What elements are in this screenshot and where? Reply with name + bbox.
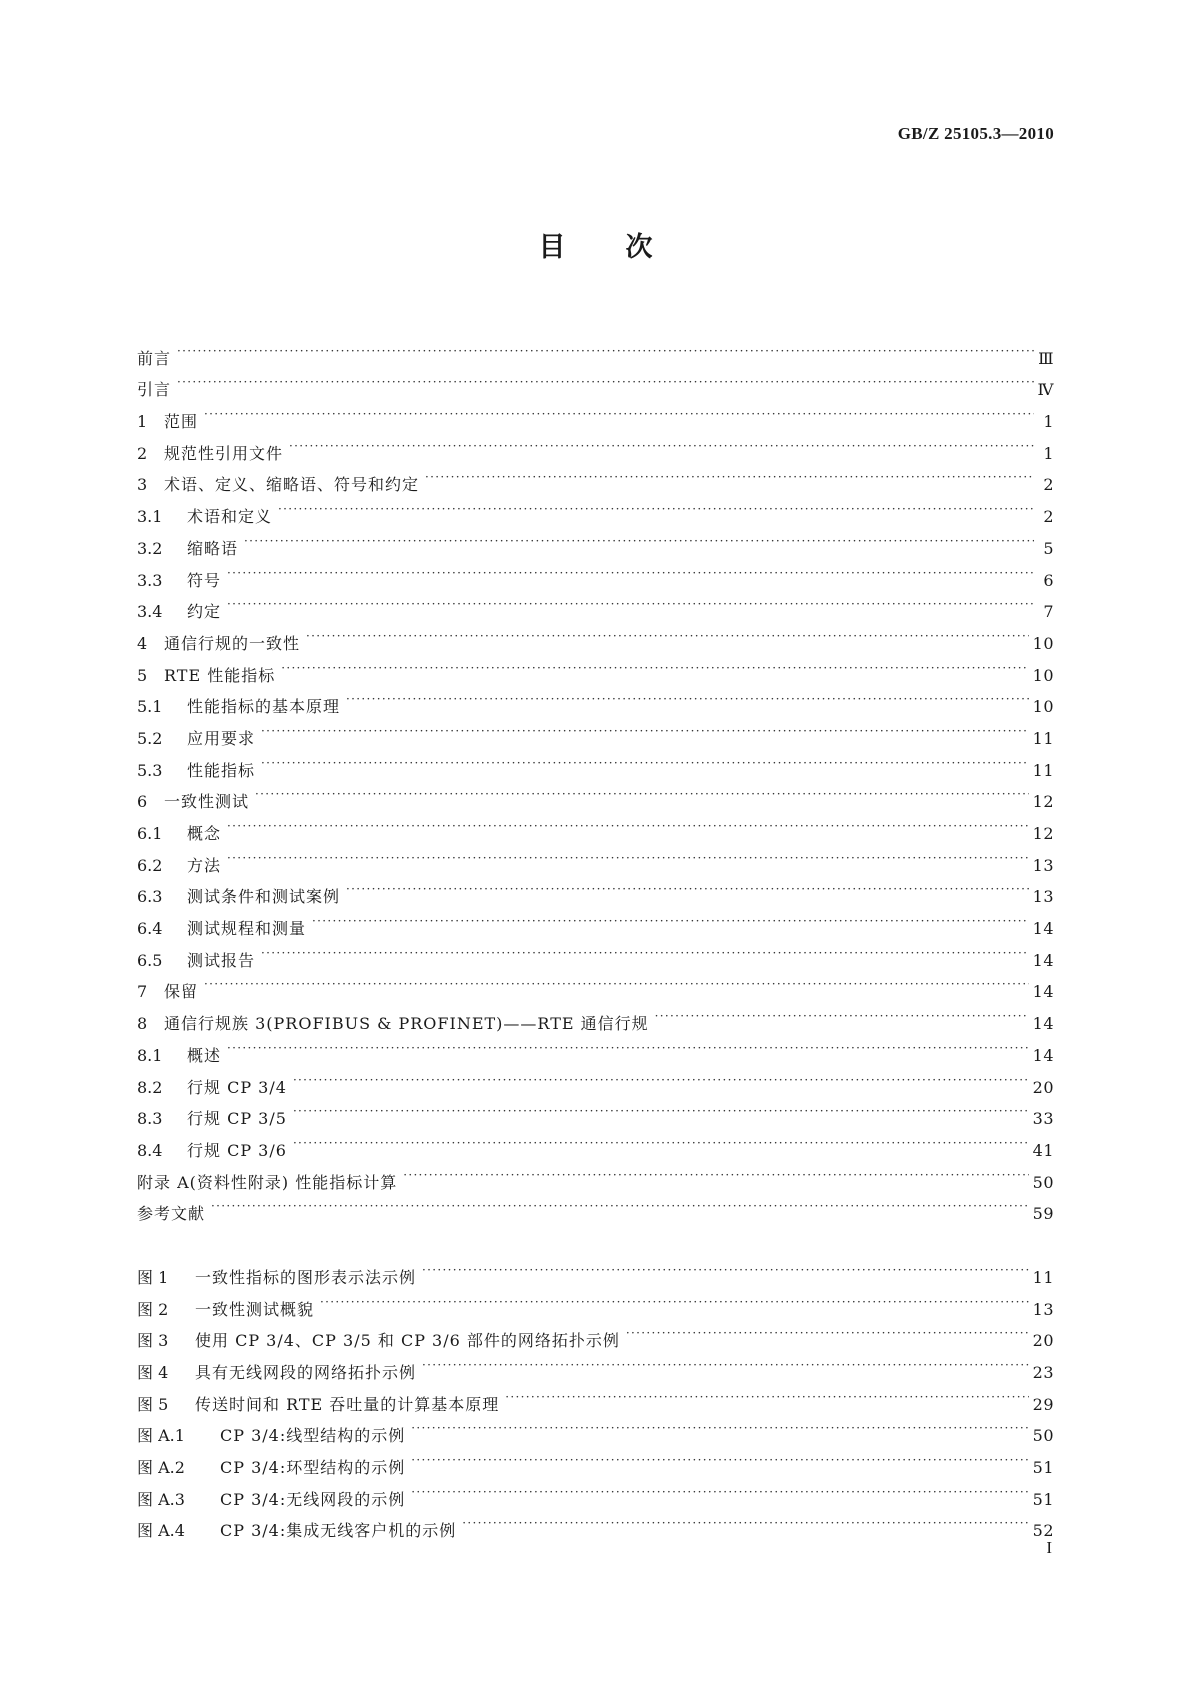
toc-entry-number: 6.2 bbox=[137, 855, 163, 875]
toc-entry-page: 2 bbox=[1043, 507, 1054, 527]
toc-leader-dots bbox=[177, 332, 1034, 364]
toc-entry-label: 应用要求 bbox=[187, 728, 256, 748]
toc-entry-page: Ⅳ bbox=[1037, 380, 1054, 400]
figure-entry-number: 图 5 bbox=[137, 1394, 169, 1414]
figure-entry-number: 图 2 bbox=[137, 1299, 169, 1319]
toc-leader-dots bbox=[306, 617, 1029, 649]
toc-entry[interactable] bbox=[137, 364, 1054, 400]
toc-entry-page: 14 bbox=[1032, 982, 1054, 1002]
toc-leader-dots bbox=[403, 1156, 1028, 1188]
figure-entry[interactable] bbox=[137, 1251, 1054, 1287]
toc-entry-page: 41 bbox=[1032, 1140, 1054, 1160]
figure-entry-page: 20 bbox=[1032, 1331, 1054, 1351]
toc-entry[interactable] bbox=[137, 712, 1054, 748]
figure-entry-page: 51 bbox=[1032, 1489, 1054, 1509]
toc-entry-page: 10 bbox=[1032, 633, 1054, 653]
toc-entry-number: 6.4 bbox=[137, 919, 163, 939]
figure-entry-label: 一致性指标的图形表示法示例 bbox=[195, 1267, 417, 1287]
toc-entry-number: 6.1 bbox=[137, 824, 163, 843]
toc-entry-page: 2 bbox=[1043, 475, 1054, 495]
figure-entry-number: 图 A.2 bbox=[137, 1458, 185, 1478]
toc-entry-label: 前言 bbox=[137, 348, 172, 368]
toc-leader-dots bbox=[261, 934, 1029, 966]
toc-entry[interactable] bbox=[137, 1029, 1054, 1065]
toc-entry-label: 约定 bbox=[187, 602, 222, 622]
toc-leader-dots bbox=[289, 427, 1034, 459]
toc-entry[interactable] bbox=[137, 1188, 1054, 1224]
toc-entry-page: 13 bbox=[1032, 887, 1054, 907]
toc-entry-number: 5.2 bbox=[137, 728, 163, 748]
toc-leader-dots bbox=[293, 1093, 1029, 1125]
toc-entry[interactable] bbox=[137, 522, 1054, 558]
figure-entry-label: 使用 CP 3/4、CP 3/5 和 CP 3/6 部件的网络拓扑示例 bbox=[195, 1331, 620, 1351]
toc-leader-dots bbox=[346, 681, 1029, 713]
toc-entry-page: Ⅲ bbox=[1038, 348, 1054, 368]
toc-leader-dots bbox=[346, 871, 1029, 903]
toc-entry-number: 6 bbox=[137, 792, 148, 812]
toc-entry-page: 10 bbox=[1032, 697, 1054, 717]
page-title-char-1: 目 bbox=[538, 232, 566, 263]
page-number: I bbox=[1046, 1538, 1052, 1557]
toc-entry-page: 20 bbox=[1032, 1077, 1054, 1097]
toc-entry-page: 11 bbox=[1032, 760, 1054, 780]
toc-entry-label: 一致性测试 bbox=[164, 792, 250, 812]
toc-entry-label: 概述 bbox=[187, 1045, 222, 1065]
toc-entry-number: 3.4 bbox=[137, 602, 163, 622]
toc-leader-dots bbox=[422, 1251, 1029, 1283]
toc-leader-dots bbox=[626, 1315, 1029, 1347]
toc-entry-number: 3 bbox=[137, 475, 148, 495]
toc-entry[interactable] bbox=[137, 966, 1054, 1002]
figure-entry-number: 图 4 bbox=[137, 1363, 169, 1382]
toc-entry[interactable] bbox=[137, 934, 1054, 970]
toc-leader-dots bbox=[293, 1061, 1029, 1093]
toc-entry-label: 性能指标 bbox=[187, 760, 256, 780]
toc-leader-dots bbox=[505, 1378, 1028, 1410]
toc-leader-dots bbox=[255, 776, 1029, 808]
toc-leader-dots bbox=[227, 1029, 1029, 1061]
toc-entry-number: 6.3 bbox=[137, 887, 163, 907]
toc-entry[interactable] bbox=[137, 427, 1054, 463]
toc-leader-dots bbox=[462, 1505, 1028, 1537]
toc-leader-dots bbox=[227, 554, 1034, 586]
figure-entry-number: 图 A.4 bbox=[137, 1521, 185, 1541]
toc-entry-page: 13 bbox=[1032, 855, 1054, 875]
toc-entry-label: 概念 bbox=[187, 824, 222, 843]
toc-entry-page: 14 bbox=[1032, 1045, 1054, 1065]
toc-entry-number: 5.1 bbox=[137, 697, 163, 717]
toc-entry[interactable] bbox=[137, 1061, 1054, 1097]
toc-spacer bbox=[137, 1219, 1054, 1251]
figure-entry-page: 29 bbox=[1032, 1394, 1054, 1414]
toc-entry-number: 8.2 bbox=[137, 1077, 163, 1097]
toc-leader-dots bbox=[227, 586, 1034, 618]
figure-entry-number: 图 1 bbox=[137, 1267, 169, 1287]
toc-entry-number: 3.3 bbox=[137, 570, 163, 590]
toc-leader-dots bbox=[425, 459, 1034, 491]
toc-entry-label: 术语、定义、缩略语、符号和约定 bbox=[164, 475, 420, 495]
toc-entry-number: 5.3 bbox=[137, 760, 163, 780]
toc-entry-page: 1 bbox=[1043, 443, 1054, 463]
toc-entry-label: 方法 bbox=[187, 855, 222, 875]
toc-entry-number: 4 bbox=[137, 633, 148, 653]
toc-entry-page: 5 bbox=[1043, 538, 1054, 558]
toc-entry-page: 33 bbox=[1032, 1109, 1054, 1129]
standard-number: GB/Z 25105.3—2010 bbox=[897, 124, 1054, 143]
toc-entry-page: 7 bbox=[1043, 602, 1054, 622]
toc-entry-label: 行规 CP 3/6 bbox=[187, 1140, 287, 1160]
toc-entry-label: 参考文献 bbox=[137, 1204, 206, 1224]
toc-leader-dots bbox=[281, 649, 1028, 681]
toc-entry-page: 59 bbox=[1032, 1204, 1054, 1224]
page-title-char-2: 次 bbox=[625, 232, 653, 263]
toc-leader-dots bbox=[411, 1441, 1028, 1473]
toc-entry-page: 1 bbox=[1043, 412, 1054, 432]
toc-entry[interactable] bbox=[137, 839, 1054, 875]
toc-entry-number: 8.4 bbox=[137, 1140, 163, 1160]
toc-entry[interactable] bbox=[137, 586, 1054, 622]
figure-entry-page: 23 bbox=[1032, 1363, 1054, 1382]
toc-entry-label: 行规 CP 3/5 bbox=[187, 1109, 287, 1129]
toc-entry-label: RTE 性能指标 bbox=[164, 665, 276, 685]
toc-entry[interactable] bbox=[137, 871, 1054, 907]
toc-entry-label: 性能指标的基本原理 bbox=[187, 697, 341, 717]
toc-leader-dots bbox=[293, 1124, 1029, 1156]
toc-entry[interactable] bbox=[137, 997, 1054, 1034]
figure-entry-label: CP 3/4:环型结构的示例 bbox=[220, 1458, 406, 1478]
toc-entry[interactable] bbox=[137, 617, 1054, 653]
toc-entry-label: 保留 bbox=[164, 982, 199, 1002]
toc-entry-number: 8.1 bbox=[137, 1045, 163, 1065]
toc-entry-page: 6 bbox=[1043, 570, 1054, 590]
toc-entry-number: 7 bbox=[137, 982, 148, 1002]
figure-entry-number: 图 3 bbox=[137, 1331, 169, 1351]
toc-entry-number: 3.1 bbox=[137, 507, 163, 527]
toc-leader-dots bbox=[422, 1346, 1029, 1378]
toc-entry-number: 5 bbox=[137, 665, 148, 685]
toc-leader-dots bbox=[261, 712, 1029, 744]
toc-leader-dots bbox=[411, 1473, 1028, 1505]
toc-entry-page: 12 bbox=[1032, 792, 1054, 812]
figure-entry-number: 图 A.1 bbox=[137, 1426, 185, 1446]
toc-leader-dots bbox=[227, 807, 1029, 839]
toc-entry-page: 12 bbox=[1032, 824, 1054, 843]
figure-entry-page: 13 bbox=[1032, 1299, 1054, 1319]
toc-entry[interactable] bbox=[137, 807, 1054, 843]
toc-entry-label: 测试条件和测试案例 bbox=[187, 887, 341, 907]
toc-leader-dots bbox=[320, 1283, 1029, 1315]
toc-entry-page: 14 bbox=[1032, 950, 1054, 970]
toc-entry-label: 引言 bbox=[137, 380, 172, 400]
figure-entry-page: 51 bbox=[1032, 1458, 1054, 1478]
toc-entry-number: 8.3 bbox=[137, 1109, 163, 1129]
toc-entry-page: 14 bbox=[1032, 919, 1054, 939]
toc-entry-label: 行规 CP 3/4 bbox=[187, 1077, 287, 1097]
page-title bbox=[0, 228, 1191, 268]
toc-entry-label: 测试规程和测量 bbox=[187, 919, 307, 939]
toc-entry-label: 附录 A(资料性附录) 性能指标计算 bbox=[137, 1172, 398, 1192]
toc-leader-dots bbox=[227, 839, 1029, 871]
figure-entry-label: CP 3/4:无线网段的示例 bbox=[220, 1489, 406, 1509]
toc-entry[interactable] bbox=[137, 776, 1054, 812]
toc-entry-label: 术语和定义 bbox=[187, 507, 273, 527]
figure-entry-number: 图 A.3 bbox=[137, 1489, 185, 1509]
toc-leader-dots bbox=[411, 1410, 1028, 1442]
toc-entry-label: 通信行规的一致性 bbox=[164, 633, 301, 653]
figure-entry-label: CP 3/4:集成无线客户机的示例 bbox=[220, 1521, 457, 1541]
table-of-contents bbox=[137, 332, 1054, 1541]
figure-entry-label: 传送时间和 RTE 吞吐量的计算基本原理 bbox=[195, 1394, 500, 1414]
figure-entry-page: 50 bbox=[1032, 1426, 1054, 1446]
toc-entry[interactable] bbox=[137, 554, 1054, 590]
figure-entry-page: 11 bbox=[1032, 1267, 1054, 1287]
toc-entry-number: 2 bbox=[137, 443, 148, 463]
figure-entry-page: 52 bbox=[1032, 1521, 1054, 1541]
figure-entry-label: 具有无线网段的网络拓扑示例 bbox=[195, 1363, 417, 1382]
figure-entry-label: 一致性测试概貌 bbox=[195, 1299, 315, 1319]
toc-entry[interactable] bbox=[137, 395, 1054, 432]
toc-leader-dots bbox=[204, 395, 1034, 427]
toc-entry-label: 范围 bbox=[164, 412, 199, 432]
toc-leader-dots bbox=[211, 1188, 1029, 1220]
toc-entry-page: 10 bbox=[1032, 665, 1054, 685]
toc-leader-dots bbox=[177, 364, 1034, 396]
toc-entry-label: 测试报告 bbox=[187, 950, 256, 970]
toc-leader-dots bbox=[204, 966, 1029, 998]
toc-entry-number: 3.2 bbox=[137, 538, 163, 558]
toc-entry[interactable] bbox=[137, 332, 1054, 368]
toc-leader-dots bbox=[278, 490, 1034, 522]
toc-leader-dots bbox=[261, 744, 1029, 776]
toc-entry[interactable] bbox=[137, 744, 1054, 780]
toc-entry-page: 11 bbox=[1032, 728, 1054, 748]
toc-entry-label: 符号 bbox=[187, 570, 222, 590]
toc-entry-page: 50 bbox=[1032, 1172, 1054, 1192]
toc-entry-label: 通信行规族 3(PROFIBUS & PROFINET)——RTE 通信行规 bbox=[164, 1014, 649, 1034]
toc-entry-page: 14 bbox=[1032, 1014, 1054, 1034]
toc-leader-dots bbox=[312, 902, 1029, 934]
toc-entry-number: 1 bbox=[137, 412, 148, 432]
figure-entry-label: CP 3/4:线型结构的示例 bbox=[220, 1426, 406, 1446]
toc-entry-number: 8 bbox=[137, 1014, 148, 1034]
toc-entry-label: 缩略语 bbox=[187, 538, 239, 558]
toc-leader-dots bbox=[655, 997, 1029, 1029]
toc-entry-label: 规范性引用文件 bbox=[164, 443, 284, 463]
toc-leader-dots bbox=[244, 522, 1034, 554]
toc-entry-number: 6.5 bbox=[137, 950, 163, 970]
